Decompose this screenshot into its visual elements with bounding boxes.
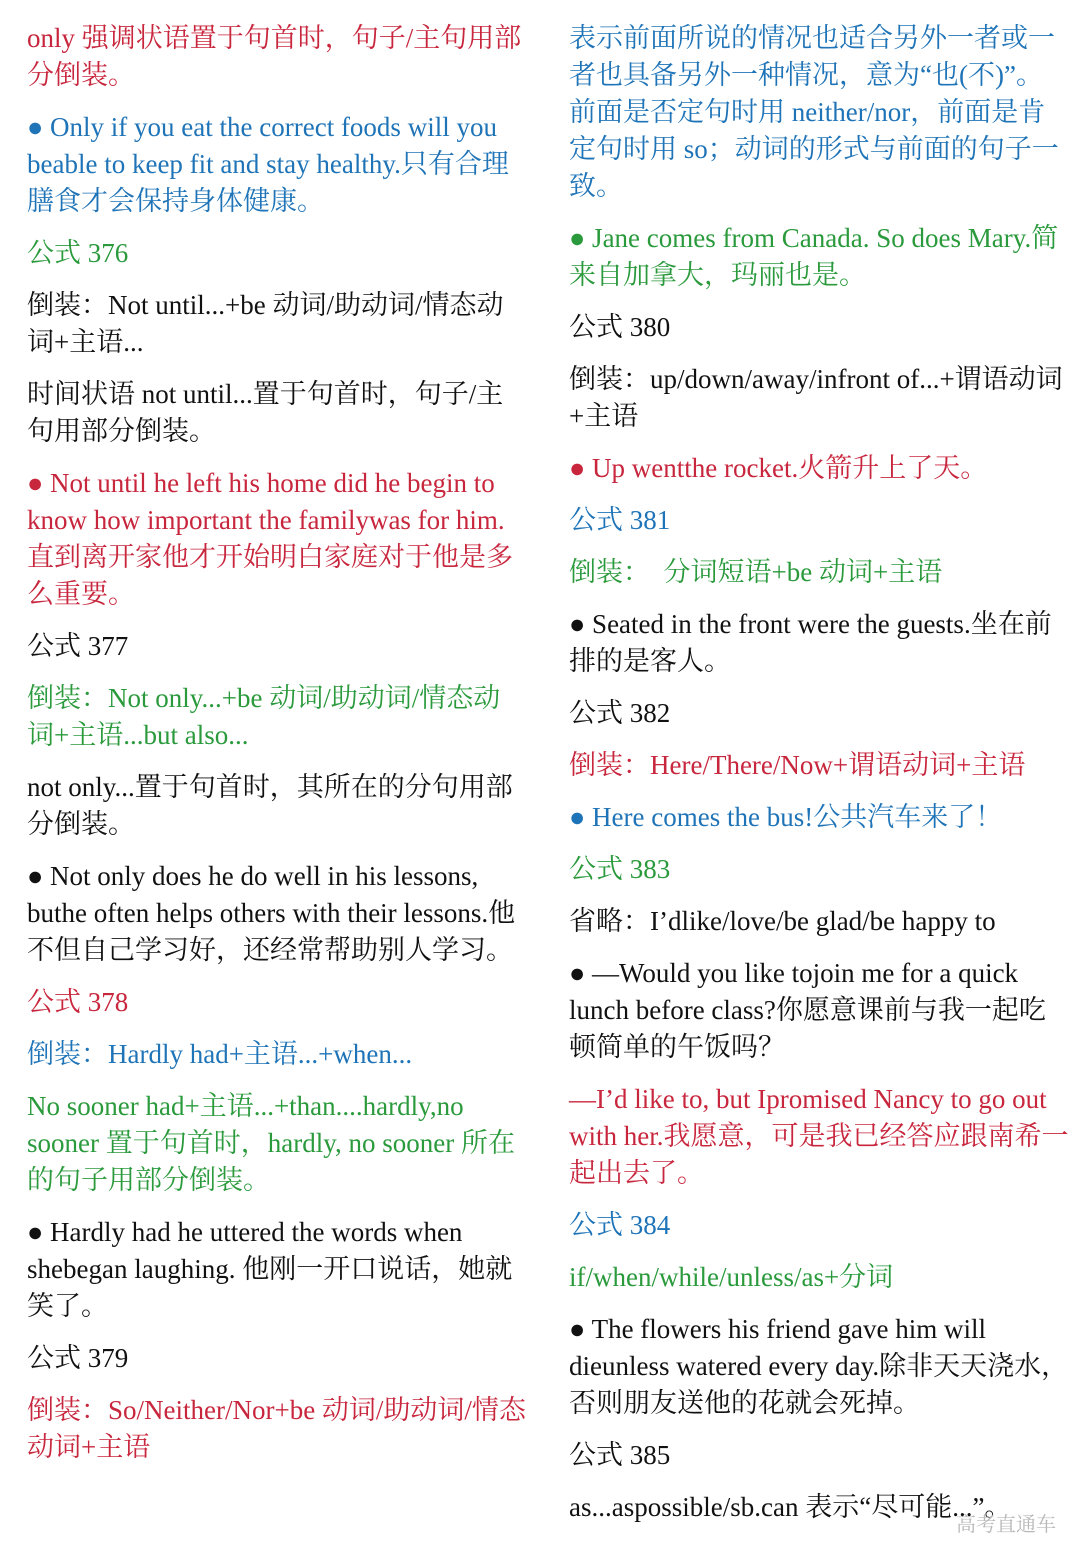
right-column-paragraph: 公式 384 <box>569 1210 671 1240</box>
left-column-paragraph: ● Hardly had he uttered the words when shebegan laughing. 他刚一开口说话，她就笑了。 <box>27 1217 513 1321</box>
left-column-paragraph: 倒装：Hardly had+主语...+when... <box>27 1039 413 1069</box>
right-column-paragraph: ● —Would you like tojoin me for a quick lunch before class?你愿意课前与我一起吃顿简单的午饭吗？ <box>569 958 1046 1062</box>
right-column-paragraph: 省略：I’dlike/love/be glad/be happy to <box>569 906 996 936</box>
right-column-paragraph: ● Up wentthe rocket.火箭升上了天。 <box>569 453 988 483</box>
left-column-paragraph: 公式 378 <box>27 987 129 1017</box>
right-column-paragraph: 公式 385 <box>569 1440 671 1470</box>
right-column-paragraph: if/when/while/unless/as+分词 <box>569 1262 894 1292</box>
right-column-paragraph: ● Here comes the bus!公共汽车来了！ <box>569 802 1003 832</box>
right-column-paragraph: ● The flowers his friend gave him will dieunless watered every day.除非天天浇水，否则朋友送他的花就会死掉。 <box>569 1314 1069 1418</box>
left-column-paragraph: 倒装：So/Neither/Nor+be 动词/助动词/情态动词+主语 <box>27 1395 526 1462</box>
right-column-paragraph: 倒装：up/down/away/infront of...+谓语动词+主语 <box>569 364 1063 431</box>
left-column <box>27 20 527 1481</box>
left-column-paragraph: 时间状语 not until...置于句首时，句子/主句用部分倒装。 <box>27 379 504 446</box>
left-column-paragraph: 公式 377 <box>27 631 129 661</box>
left-column-paragraph: 倒装：Not only...+be 动词/助动词/情态动词+主语...but also... <box>27 683 501 750</box>
right-column-paragraph: ● Jane comes from Canada. So does Mary.简来自加拿大，玛丽也是。 <box>569 223 1059 290</box>
right-column-paragraph: 公式 382 <box>569 698 671 728</box>
left-column-paragraph: ● Not until he left his home did he begin to know how important the familywas for him.直到离开家他才开始明白家庭对于他是多么重要。 <box>27 468 513 609</box>
left-column-paragraph: ● Only if you eat the correct foods will you beable to keep fit and stay healthy.只有合理膳食才会保持身体健康。 <box>27 112 509 216</box>
right-column-paragraph: 倒装：Here/There/Now+谓语动词+主语 <box>569 750 1026 780</box>
left-column-paragraph: ● Not only does he do well in his lessons, buthe often helps others with their lessons.他不但自己学习好，还经常帮助别人学习。 <box>27 861 516 965</box>
right-column-paragraph: 表示前面所说的情况也适合另外一者或一者也具备另外一种情况，意为“也(不)”。前面是否定句时用 neither/nor，前面是肯定句时用 so；动词的形式与前面的句子一致。 <box>569 23 1059 201</box>
right-column-paragraph: 公式 380 <box>569 312 671 342</box>
right-column-paragraph: 倒装： 分词短语+be 动词+主语 <box>569 557 943 587</box>
left-column-paragraph: 倒装：Not until...+be 动词/助动词/情态动词+主语... <box>27 290 504 357</box>
left-column-paragraph: not only...置于句首时，其所在的分句用部分倒装。 <box>27 772 513 839</box>
right-column-paragraph: 公式 383 <box>569 854 671 884</box>
right-column-paragraph: as...aspossible/sb.can 表示“尽可能...”。 <box>569 1492 1012 1522</box>
watermark: 高考直通车 <box>956 1512 1056 1536</box>
left-column-paragraph: only 强调状语置于句首时，句子/主句用部分倒装。 <box>27 23 522 90</box>
left-column-paragraph: No sooner had+主语...+than....hardly,no sooner 置于句首时，hardly, no sooner 所在的句子用部分倒装。 <box>27 1091 515 1195</box>
right-column-paragraph: 公式 381 <box>569 505 671 535</box>
left-column-paragraph: 公式 379 <box>27 1343 129 1373</box>
right-column <box>569 20 1069 1541</box>
right-column-paragraph: —I’d like to, but Ipromised Nancy to go out with her.我愿意，可是我已经答应跟南希一起出去了。 <box>569 1084 1069 1188</box>
right-column-paragraph: ● Seated in the front were the guests.坐在前排的是客人。 <box>569 609 1052 676</box>
left-column-paragraph: 公式 376 <box>27 238 129 268</box>
